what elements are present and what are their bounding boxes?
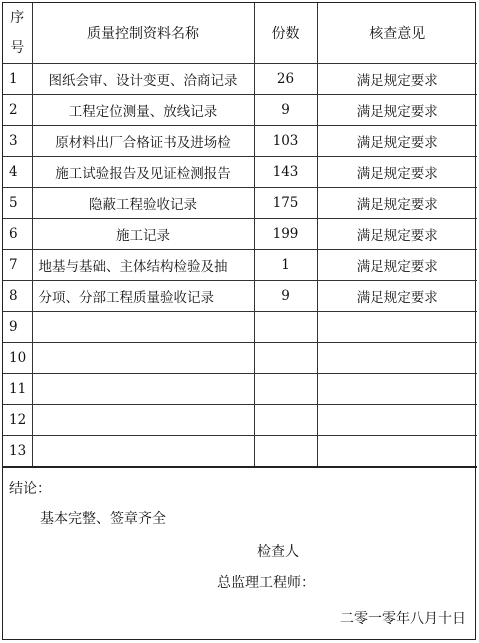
row-number: 2 [3,95,32,126]
row-number: 13 [3,436,32,468]
header-copies: 份数 [254,3,317,64]
table-row [3,188,477,219]
row-name [32,374,254,405]
table-row [3,64,477,95]
table-row [3,157,477,188]
row-name [32,343,254,374]
row-opinion: 满足规定要求 [317,250,477,281]
header-seq-line2: 号 [10,40,25,56]
header-name: 质量控制资料名称 [32,3,254,64]
row-copies [254,312,317,343]
row-copies [254,436,317,468]
table-row [3,436,477,468]
quality-control-document [2,2,476,640]
row-name: 分项、分部工程质量验收记录 [32,281,254,312]
row-name: 图纸会审、设计变更、洽商记录 [32,64,254,95]
row-name [32,405,254,436]
row-name: 隐蔽工程验收记录 [32,188,254,219]
header-seq-line1: 序 [10,10,25,26]
table-row [3,405,477,436]
row-copies [254,374,317,405]
row-copies: 26 [254,64,317,95]
inspector-label: 检查人 [257,544,299,560]
table-row [3,95,477,126]
row-opinion [317,343,477,374]
quality-control-table [3,3,477,468]
row-number: 8 [3,281,32,312]
row-copies: 103 [254,126,317,157]
row-copies: 175 [254,188,317,219]
row-number: 6 [3,219,32,250]
row-copies: 9 [254,95,317,126]
row-name: 地基与基础、主体结构检验及抽 [32,250,254,281]
table-row [3,250,477,281]
row-copies: 9 [254,281,317,312]
header-opinion: 核查意见 [317,3,477,64]
row-opinion: 满足规定要求 [317,188,477,219]
row-copies: 199 [254,219,317,250]
row-number: 10 [3,343,32,374]
document-date: 二零一零年八月十日 [340,611,466,627]
row-opinion [317,312,477,343]
row-name: 施工试验报告及见证检测报告 [32,157,254,188]
row-opinion: 满足规定要求 [317,219,477,250]
row-name [32,436,254,468]
row-number: 9 [3,312,32,343]
conclusion-label: 结论： [9,481,51,497]
row-opinion [317,436,477,468]
row-opinion [317,405,477,436]
row-number: 5 [3,188,32,219]
row-copies: 1 [254,250,317,281]
table-row [3,126,477,157]
row-copies [254,343,317,374]
row-copies: 143 [254,157,317,188]
row-copies [254,405,317,436]
row-name: 工程定位测量、放线记录 [32,95,254,126]
row-name [32,312,254,343]
conclusion-text: 基本完整、签章齐全 [40,511,166,527]
table-row [3,374,477,405]
row-number: 11 [3,374,32,405]
row-opinion: 满足规定要求 [317,64,477,95]
chief-engineer-label: 总监理工程师： [217,575,315,591]
header-seq [3,3,32,64]
table-row [3,343,477,374]
row-number: 12 [3,405,32,436]
table-row [3,219,477,250]
row-number: 1 [3,64,32,95]
row-opinion: 满足规定要求 [317,157,477,188]
table-row [3,312,477,343]
table-row [3,281,477,312]
row-number: 3 [3,126,32,157]
row-opinion: 满足规定要求 [317,95,477,126]
row-name: 原材料出厂合格证书及进场检 [32,126,254,157]
row-opinion: 满足规定要求 [317,126,477,157]
table-header-row [3,3,477,64]
row-opinion [317,374,477,405]
row-number: 4 [3,157,32,188]
conclusion-section [3,468,475,634]
row-name: 施工记录 [32,219,254,250]
row-number: 7 [3,250,32,281]
row-opinion: 满足规定要求 [317,281,477,312]
